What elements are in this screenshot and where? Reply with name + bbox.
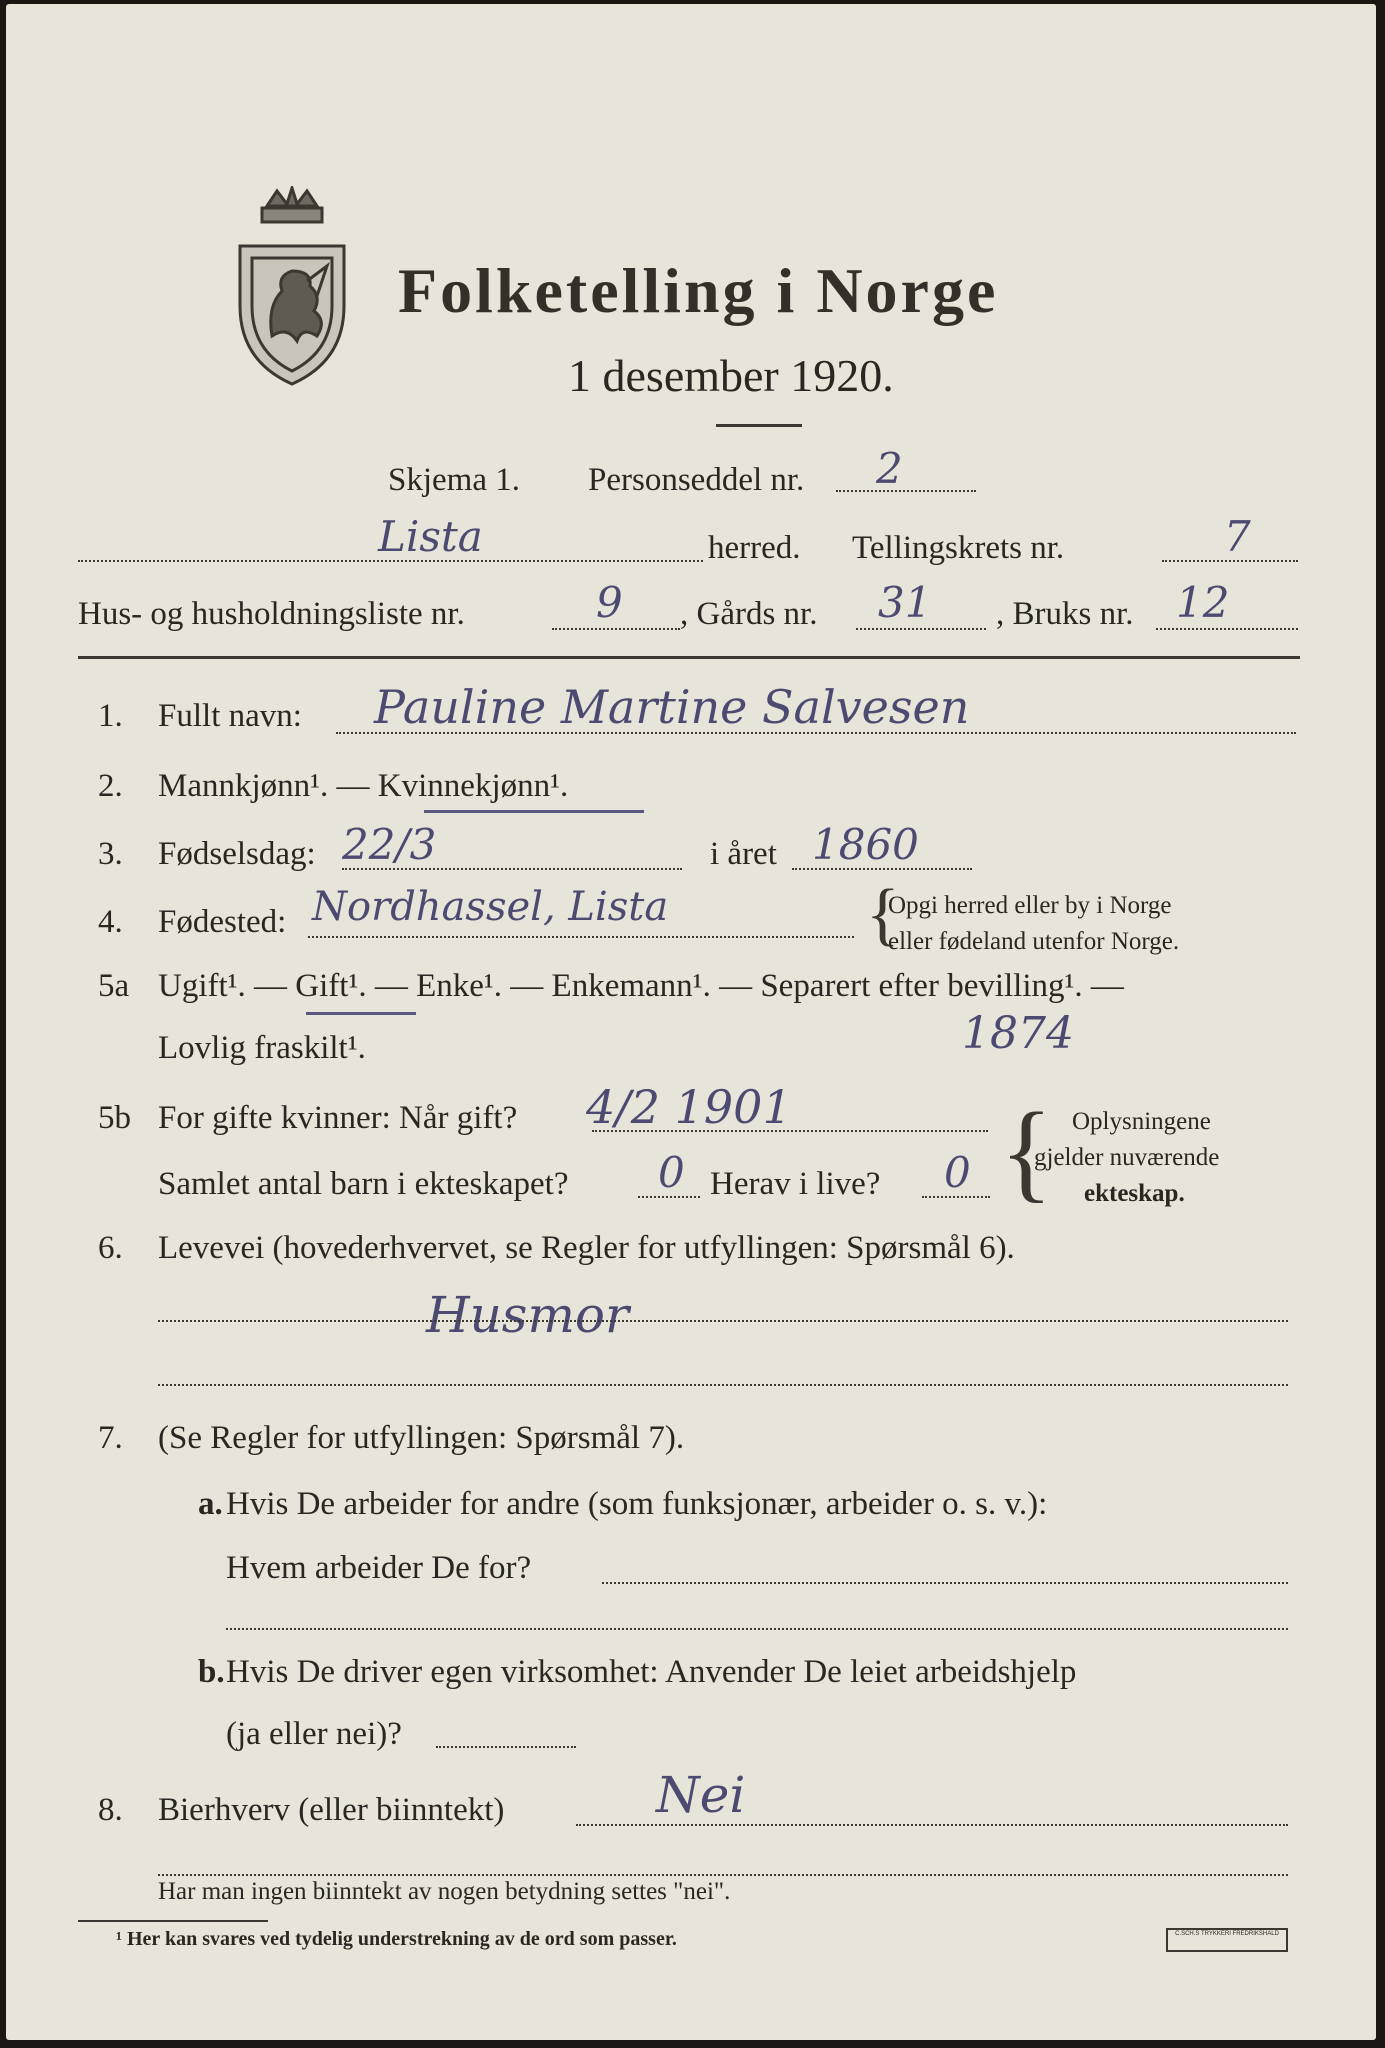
q4-line (308, 936, 854, 938)
husliste-value[interactable]: 9 (596, 578, 623, 627)
q5b-value[interactable]: 4/2 1901 (586, 1080, 792, 1134)
q5b-children-value[interactable]: 0 (658, 1148, 685, 1197)
form-subtitle: 1 desember 1920. (568, 350, 894, 401)
q5b-brace: { (1000, 1090, 1053, 1212)
form-title: Folketelling i Norge (398, 255, 999, 326)
q4-note-line2: eller fødeland utenfor Norge. (888, 928, 1180, 955)
q6-label: Levevei (hovederhvervet, se Regler for utfyllingen: Spørsmål 6). (158, 1230, 1015, 1266)
q3-number: 3. (98, 836, 123, 872)
q5b-note-line1: Oplysningene (1072, 1108, 1211, 1135)
q1-label: Fullt navn: (158, 698, 302, 734)
q4-brace: { (866, 876, 900, 953)
title-divider (716, 424, 802, 427)
q5a-gift-underline (306, 1012, 416, 1015)
bruks-value[interactable]: 12 (1176, 578, 1230, 627)
q5b-label: For gifte kvinner: Når gift? (158, 1100, 518, 1136)
q7-label: (Se Regler for utfyllingen: Spørsmål 7). (158, 1420, 685, 1456)
footer-note: Har man ingen biinntekt av nogen betydning settes "nei". (158, 1878, 731, 1905)
norway-coat-of-arms-icon (232, 186, 352, 386)
q4-note-line1: Opgi herred eller by i Norge (888, 892, 1172, 919)
q7a-letter: a. (198, 1486, 223, 1522)
q2-number: 2. (98, 768, 123, 804)
q6-line-1 (158, 1320, 1288, 1322)
herred-value[interactable]: Lista (378, 512, 483, 561)
q5a-annotation[interactable]: 1874 (962, 1008, 1074, 1059)
q5b-alive-value[interactable]: 0 (944, 1148, 971, 1197)
q7a-line-1 (602, 1582, 1288, 1584)
q5b-alive-label: Herav i live? (710, 1166, 881, 1202)
q7b-label-2: (ja eller nei)? (226, 1716, 402, 1752)
q4-value[interactable]: Nordhassel, Lista (312, 884, 669, 930)
herred-label: herred. (708, 530, 801, 566)
q5a-number: 5a (98, 968, 130, 1004)
q8-line-1 (576, 1824, 1288, 1826)
bruks-label: , Bruks nr. (996, 596, 1134, 632)
q4-number: 4. (98, 904, 123, 940)
q3-year-value[interactable]: 1860 (812, 820, 919, 869)
tellingskrets-value[interactable]: 7 (1224, 512, 1251, 561)
q7a-label: Hvis De arbeider for andre (som funksjonær, arbeider o. s. v.): (226, 1486, 1048, 1522)
personseddel-line (836, 490, 976, 492)
q5b-note-line2: gjelder nuværende (1034, 1144, 1220, 1171)
tellingskrets-label: Tellingskrets nr. (852, 530, 1065, 566)
q6-value[interactable]: Husmor (426, 1286, 629, 1344)
q5a-label-2: Lovlig fraskilt¹. (158, 1030, 366, 1066)
q5b-note-line3: ekteskap. (1084, 1180, 1185, 1207)
census-form (6, 4, 1376, 2040)
husliste-label: Hus- og husholdningsliste nr. (78, 596, 465, 632)
q7b-line (436, 1746, 576, 1748)
q5b-number: 5b (98, 1100, 131, 1136)
skjema-label: Skjema 1. (388, 462, 520, 498)
q7b-letter: b. (198, 1654, 225, 1690)
personseddel-value[interactable]: 2 (876, 444, 903, 493)
printer-stamp: C.SCH.S TRYKKERI FREDRIKSHALD (1166, 1928, 1288, 1952)
q8-number: 8. (98, 1792, 123, 1828)
q4-label: Fødested: (158, 904, 287, 940)
q6-number: 6. (98, 1230, 123, 1266)
q5b-children-label: Samlet antal barn i ekteskapet? (158, 1166, 569, 1202)
q2-label: Mannkjønn¹. — Kvinnekjønn¹. (158, 768, 569, 804)
bruks-line (1156, 628, 1298, 630)
q2-kvinne-underline (424, 810, 644, 813)
q1-value[interactable]: Pauline Martine Salvesen (374, 680, 970, 734)
q8-value[interactable]: Nei (656, 1766, 746, 1824)
q7a-line-2 (226, 1628, 1288, 1630)
q3-year-label: i året (710, 836, 777, 872)
personseddel-label: Personseddel nr. (588, 462, 805, 498)
footnote: ¹ Her kan svares ved tydelig understrekning av de ord som passer. (116, 1928, 677, 1950)
q6-line-2 (158, 1384, 1288, 1386)
q8-label: Bierhverv (eller biinntekt) (158, 1792, 505, 1828)
footnote-divider (78, 1920, 268, 1922)
q7-number: 7. (98, 1420, 123, 1456)
q7a-label-2: Hvem arbeider De for? (226, 1550, 532, 1586)
q3-label: Fødselsdag: (158, 836, 316, 872)
q1-number: 1. (98, 698, 123, 734)
q3-day-value[interactable]: 22/3 (342, 820, 437, 869)
gards-value[interactable]: 31 (878, 578, 932, 627)
q5a-label: Ugift¹. — Gift¹. — Enke¹. — Enkemann¹. — Separert efter bevilling¹. — (158, 968, 1124, 1004)
husliste-line (552, 628, 680, 630)
gards-line (856, 628, 986, 630)
q7b-label: Hvis De driver egen virksomhet: Anvender De leiet arbeidshjelp (226, 1654, 1077, 1690)
header-separator (78, 656, 1300, 659)
gards-label: , Gårds nr. (680, 596, 818, 632)
q8-line-2 (158, 1874, 1288, 1876)
